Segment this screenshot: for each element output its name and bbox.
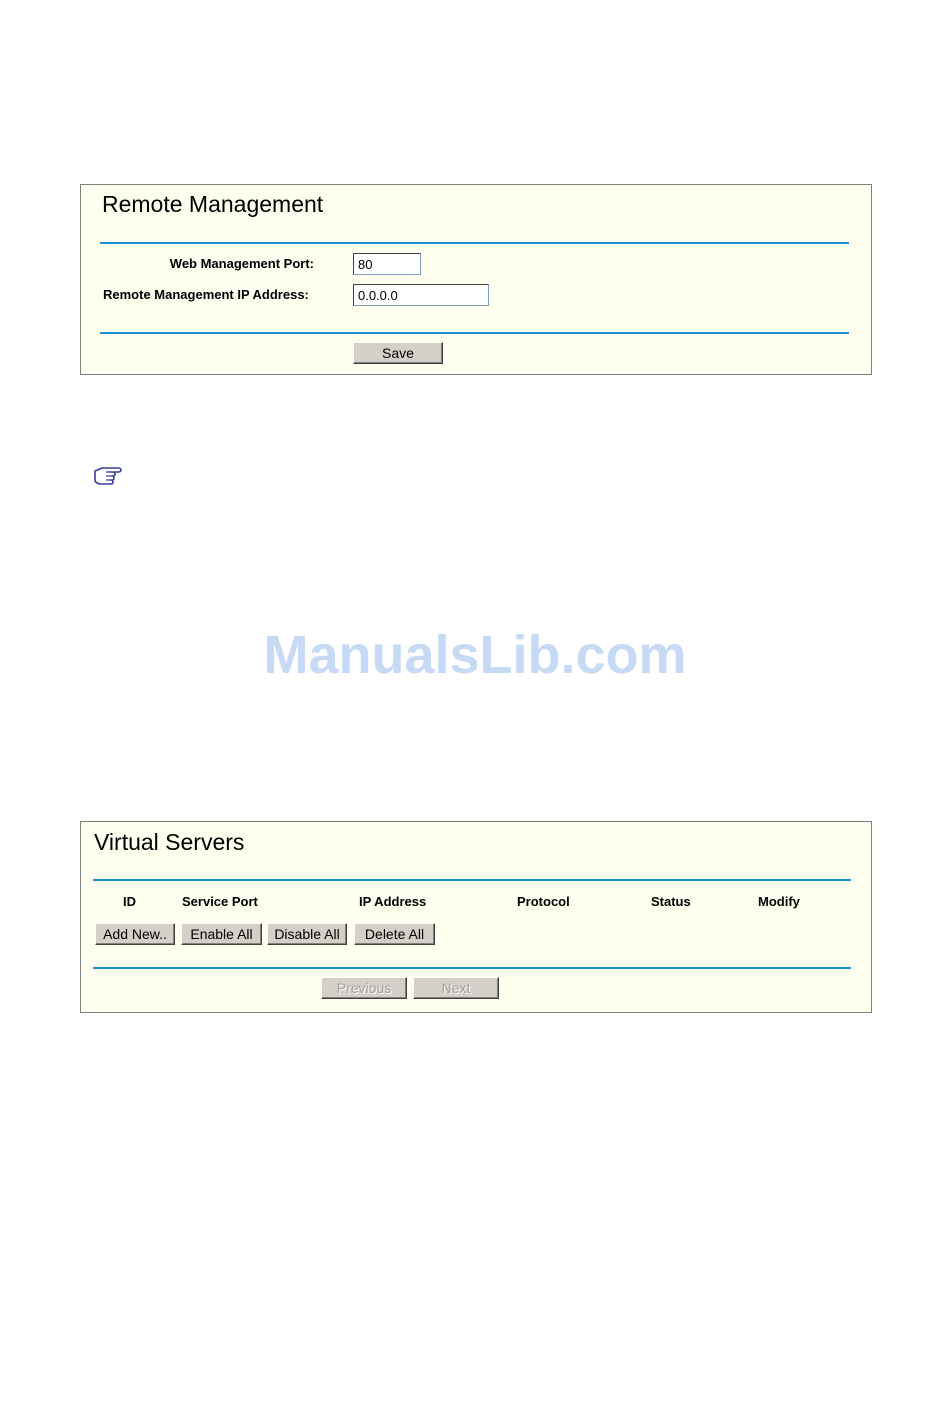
title-divider xyxy=(100,242,849,244)
virtual-servers-panel xyxy=(80,821,872,1013)
disable-all-button[interactable]: Disable All xyxy=(267,923,347,945)
column-header-status: Status xyxy=(651,894,691,909)
enable-all-button[interactable]: Enable All xyxy=(181,923,262,945)
column-header-ip-address: IP Address xyxy=(359,894,427,909)
remote-management-title: Remote Management xyxy=(102,191,324,217)
add-new-button[interactable]: Add New.. xyxy=(95,923,175,945)
web-management-port-input[interactable] xyxy=(353,253,421,275)
watermark-text: ManualsLib.com xyxy=(263,625,687,685)
column-header-modify: Modify xyxy=(758,894,800,909)
next-button[interactable]: Next xyxy=(413,977,499,999)
save-button[interactable]: Save xyxy=(353,342,443,364)
virtual-servers-title: Virtual Servers xyxy=(94,829,245,855)
table-divider xyxy=(93,967,851,969)
pointing-hand-icon xyxy=(92,463,124,485)
web-management-port-label: Web Management Port: xyxy=(169,256,314,271)
delete-all-button[interactable]: Delete All xyxy=(354,923,435,945)
column-header-protocol: Protocol xyxy=(517,894,570,909)
remote-management-ip-label: Remote Management IP Address: xyxy=(103,287,309,302)
form-divider xyxy=(100,332,849,334)
title-divider xyxy=(93,879,851,881)
previous-button[interactable]: Previous xyxy=(321,977,407,999)
remote-management-panel xyxy=(80,184,872,375)
column-header-id: ID xyxy=(123,894,136,909)
column-header-service-port: Service Port xyxy=(182,894,258,909)
remote-management-ip-input[interactable] xyxy=(353,284,489,306)
